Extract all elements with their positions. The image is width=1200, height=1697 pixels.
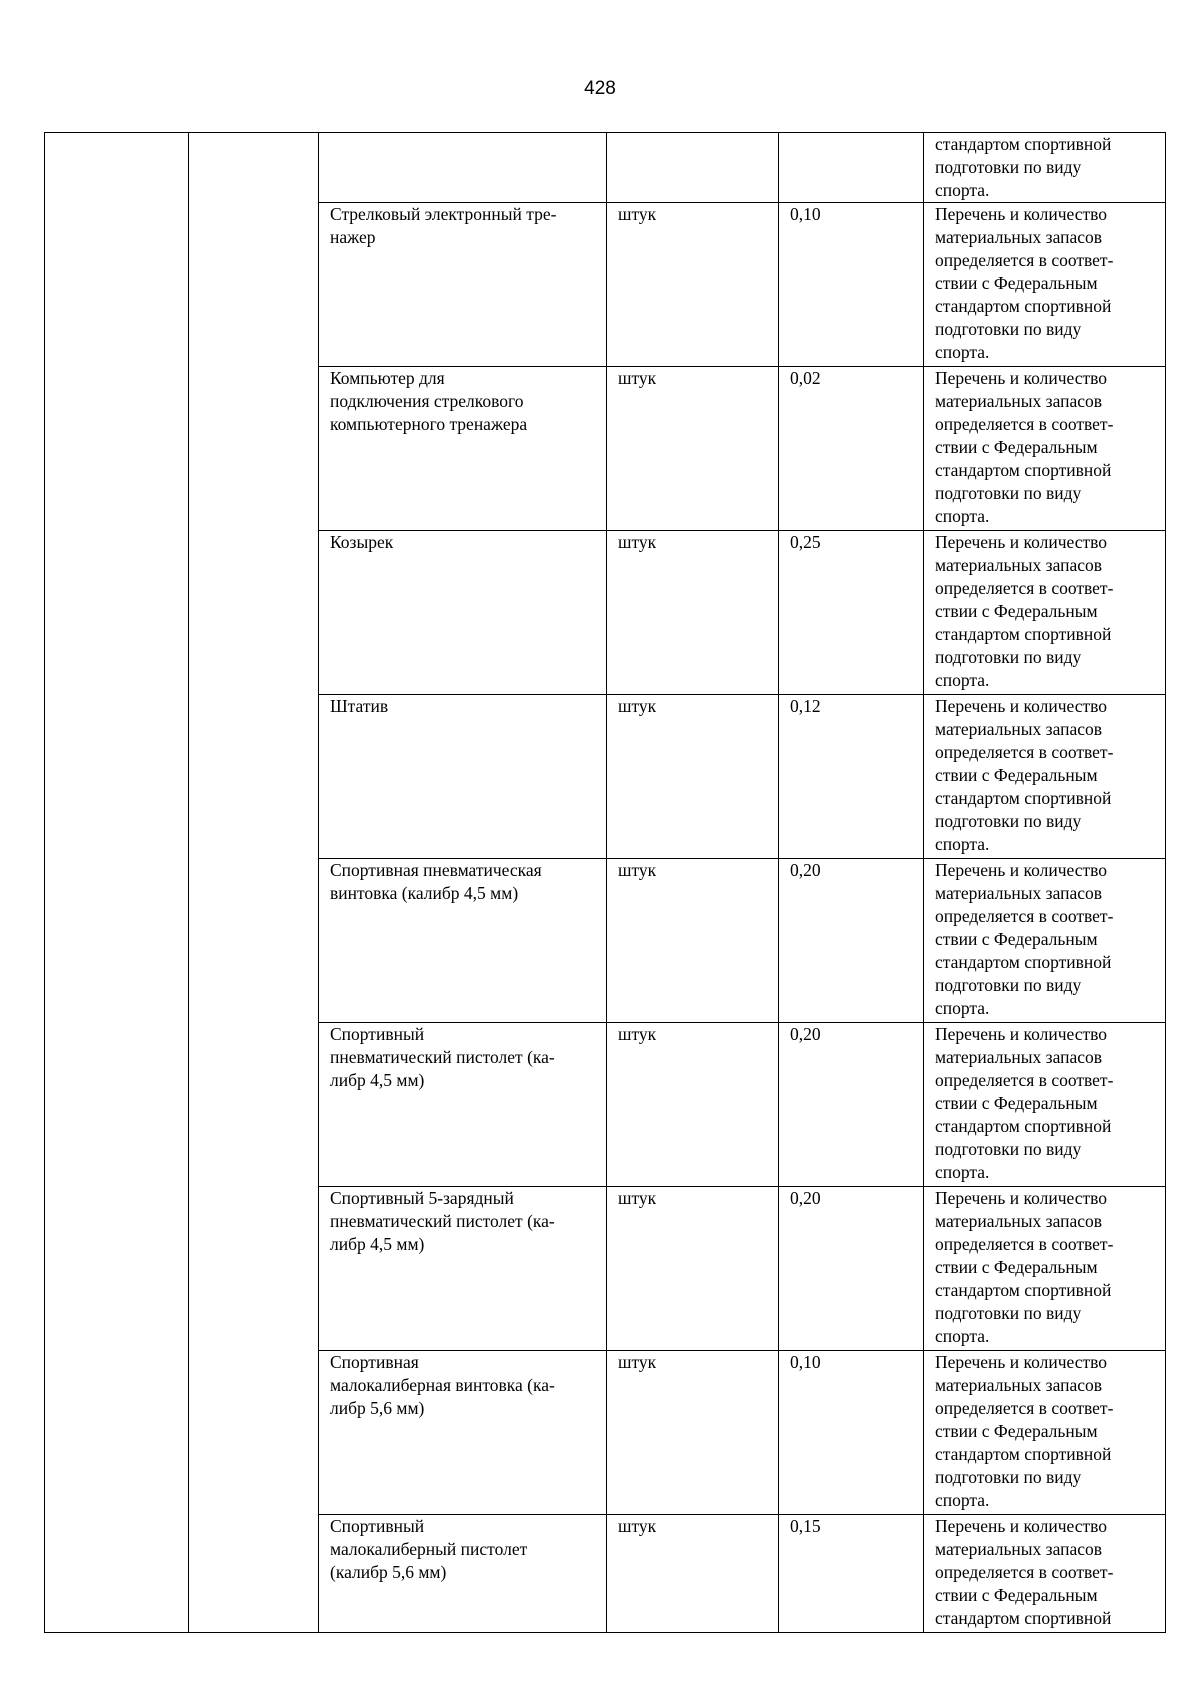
quantity: 0,12 bbox=[790, 696, 821, 716]
item-name: Спортивная малокалиберная винтовка (ка- либр 5,6 мм) bbox=[330, 1352, 555, 1418]
item-name-cell bbox=[319, 695, 607, 859]
note-cell bbox=[924, 367, 1166, 531]
note-cell bbox=[924, 1187, 1166, 1351]
unit: штук bbox=[618, 532, 657, 552]
page-number: 428 bbox=[584, 78, 616, 99]
item-name: Козырек bbox=[330, 532, 394, 552]
table-row bbox=[45, 133, 1166, 203]
quantity-cell bbox=[779, 203, 924, 367]
unit-cell bbox=[607, 859, 779, 1023]
quantity-cell bbox=[779, 367, 924, 531]
item-name-cell bbox=[319, 531, 607, 695]
unit: штук bbox=[618, 696, 657, 716]
item-name: Спортивная пневматическая винтовка (калибр 4,5 мм) bbox=[330, 860, 542, 903]
unit-cell bbox=[607, 695, 779, 859]
note-text: Перечень и количество материальных запасов определяется в соответ- ствии с Федеральным стандартом спортивной подготовки по виду спорта. bbox=[935, 1024, 1114, 1182]
unit-cell bbox=[607, 531, 779, 695]
unit: штук bbox=[618, 368, 657, 388]
quantity: 0,20 bbox=[790, 1188, 821, 1208]
quantity-cell bbox=[779, 859, 924, 1023]
quantity: 0,15 bbox=[790, 1516, 821, 1536]
note-cell bbox=[924, 203, 1166, 367]
equipment-table bbox=[44, 132, 1166, 1633]
note-cell bbox=[924, 1023, 1166, 1187]
item-name-cell bbox=[319, 133, 607, 203]
item-name: Спортивный 5-зарядный пневматический пистолет (ка- либр 4,5 мм) bbox=[330, 1188, 555, 1254]
item-name: Стрелковый электронный тре- нажер bbox=[330, 204, 557, 247]
item-name-cell bbox=[319, 859, 607, 1023]
unit: штук bbox=[618, 1188, 657, 1208]
note-text: Перечень и количество материальных запасов определяется в соответ- ствии с Федеральным стандартом спортивной подготовки по виду спорта. bbox=[935, 368, 1114, 526]
item-name: Компьютер для подключения стрелкового компьютерного тренажера bbox=[330, 368, 528, 434]
note-cell bbox=[924, 1351, 1166, 1515]
note-text: Перечень и количество материальных запасов определяется в соответ- ствии с Федеральным стандартом спортивной подготовки по виду спорта. bbox=[935, 696, 1114, 854]
unit: штук bbox=[618, 204, 657, 224]
quantity: 0,20 bbox=[790, 1024, 821, 1044]
note-cell bbox=[924, 859, 1166, 1023]
note-text: Перечень и количество материальных запасов определяется в соответ- ствии с Федеральным стандартом спортивной подготовки по виду спорта. bbox=[935, 1188, 1114, 1346]
note-text: Перечень и количество материальных запасов определяется в соответ- ствии с Федеральным стандартом спортивной подготовки по виду спорта. bbox=[935, 860, 1114, 1018]
quantity-cell bbox=[779, 1023, 924, 1187]
item-name-cell bbox=[319, 1023, 607, 1187]
quantity-cell bbox=[779, 531, 924, 695]
quantity: 0,10 bbox=[790, 204, 821, 224]
unit: штук bbox=[618, 1352, 657, 1372]
note-cell bbox=[924, 1515, 1166, 1633]
unit: штук bbox=[618, 860, 657, 880]
quantity: 0,25 bbox=[790, 532, 821, 552]
note-cell bbox=[924, 133, 1166, 203]
unit-cell bbox=[607, 1515, 779, 1633]
item-name-cell bbox=[319, 1187, 607, 1351]
item-name-cell bbox=[319, 1351, 607, 1515]
quantity-cell bbox=[779, 695, 924, 859]
unit-cell bbox=[607, 203, 779, 367]
item-name: Штатив bbox=[330, 696, 389, 716]
item-name-cell bbox=[319, 203, 607, 367]
quantity: 0,20 bbox=[790, 860, 821, 880]
note-text: Перечень и количество материальных запасов определяется в соответ- ствии с Федеральным стандартом спортивной подготовки по виду спорта. bbox=[935, 532, 1114, 690]
section-cell bbox=[45, 133, 189, 1633]
note-text: стандартом спортивной подготовки по виду спорта. bbox=[935, 134, 1112, 200]
quantity: 0,10 bbox=[790, 1352, 821, 1372]
quantity-cell bbox=[779, 1351, 924, 1515]
note-cell bbox=[924, 531, 1166, 695]
note-text: Перечень и количество материальных запасов определяется в соответ- ствии с Федеральным стандартом спортивной подготовки по виду спорта. bbox=[935, 1352, 1114, 1510]
quantity: 0,02 bbox=[790, 368, 821, 388]
note-text: Перечень и количество материальных запасов определяется в соответ- ствии с Федеральным стандартом спортивной bbox=[935, 1516, 1114, 1628]
subsection-cell bbox=[189, 133, 319, 1633]
item-name: Спортивный пневматический пистолет (ка- либр 4,5 мм) bbox=[330, 1024, 555, 1090]
item-name-cell bbox=[319, 1515, 607, 1633]
item-name: Спортивный малокалиберный пистолет (калибр 5,6 мм) bbox=[330, 1516, 528, 1582]
note-text: Перечень и количество материальных запасов определяется в соответ- ствии с Федеральным стандартом спортивной подготовки по виду спорта. bbox=[935, 204, 1114, 362]
unit: штук bbox=[618, 1516, 657, 1536]
note-cell bbox=[924, 695, 1166, 859]
unit-cell bbox=[607, 367, 779, 531]
unit-cell bbox=[607, 133, 779, 203]
unit-cell bbox=[607, 1023, 779, 1187]
unit-cell bbox=[607, 1187, 779, 1351]
quantity-cell bbox=[779, 1515, 924, 1633]
unit: штук bbox=[618, 1024, 657, 1044]
quantity-cell bbox=[779, 133, 924, 203]
item-name-cell bbox=[319, 367, 607, 531]
unit-cell bbox=[607, 1351, 779, 1515]
quantity-cell bbox=[779, 1187, 924, 1351]
